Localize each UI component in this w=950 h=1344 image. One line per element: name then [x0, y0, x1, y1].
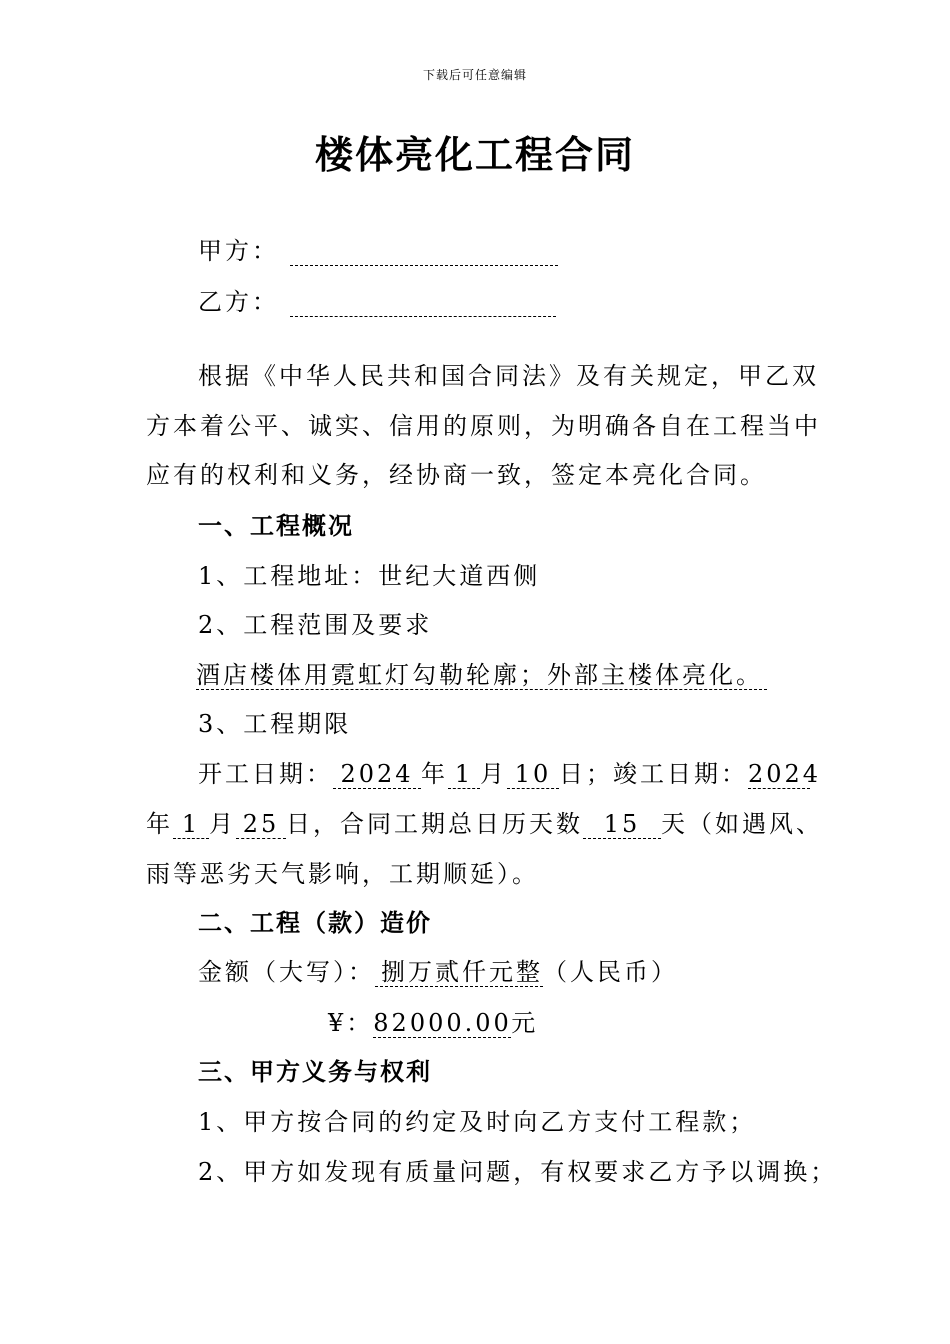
- amount-number-field[interactable]: 82000.00: [373, 1009, 512, 1037]
- party-a-label: 甲方：: [198, 237, 279, 265]
- end-month-field[interactable]: 1: [173, 810, 209, 839]
- party-a-line: [198, 235, 558, 267]
- section-3-heading: 三、甲方义务与权利: [198, 1058, 432, 1086]
- start-year-field[interactable]: 2024: [333, 760, 421, 789]
- yen-label: ¥：: [328, 1009, 374, 1037]
- start-month-field[interactable]: 1: [448, 760, 480, 789]
- month-unit: 月: [209, 810, 236, 838]
- party-b-label: 乙方：: [198, 288, 279, 316]
- party-b-blank[interactable]: [290, 288, 556, 317]
- header-note: 下载后可任意编辑: [422, 68, 527, 82]
- schedule-line-2: [146, 808, 823, 840]
- end-day-field[interactable]: 25: [236, 810, 286, 839]
- amount-number-line: [328, 1007, 538, 1039]
- start-date-label: 开工日期：: [198, 760, 333, 788]
- start-day-field[interactable]: 10: [507, 760, 559, 789]
- day-comma: 日，: [286, 810, 340, 838]
- party-a-blank[interactable]: [290, 237, 558, 266]
- schedule-line-1: [198, 758, 822, 790]
- month-unit: 月: [480, 760, 507, 788]
- section-1-heading: 一、工程概况: [198, 512, 354, 540]
- party-b-line: [198, 286, 556, 318]
- intro-line-3: 应有的权利和义务，经协商一致，签定本亮化合同。: [146, 461, 767, 489]
- weather-note: 雨等恶劣天气影响，工期顺延）。: [146, 860, 539, 888]
- year-unit: 年: [146, 810, 173, 838]
- day-separator: 日；: [559, 760, 613, 788]
- total-days-field[interactable]: 15: [583, 810, 661, 839]
- intro-line-1: 根据《中华人民共和国合同法》及有关规定，甲乙双: [198, 362, 819, 390]
- year-unit: 年: [421, 760, 448, 788]
- document-title: 楼体亮化工程合同: [314, 133, 635, 177]
- total-days-label: 合同工期总日历天数: [340, 810, 583, 838]
- project-period-heading: 3、工程期限: [198, 710, 352, 738]
- project-scope-text: 酒店楼体用霓虹灯勾勒轮廓；外部主楼体亮化。: [196, 661, 767, 690]
- yuan-unit: 元: [511, 1009, 539, 1037]
- end-date-label: 竣工日期：: [613, 760, 748, 788]
- intro-line-2: 方本着公平、诚实、信用的原则，为明确各自在工程当中: [146, 412, 821, 440]
- section-2-heading: 二、工程（款）造价: [198, 909, 432, 937]
- end-year-field[interactable]: 2024: [748, 760, 822, 788]
- amount-words-label: 金额（大写）：: [198, 958, 375, 986]
- project-address: 1、工程地址：世纪大道西侧: [198, 562, 541, 590]
- project-scope-line: [196, 659, 767, 691]
- amount-words-field[interactable]: 捌万贰仟元整: [375, 958, 543, 987]
- party-a-duty-1: 1、甲方按合同的约定及时向乙方支付工程款；: [198, 1108, 757, 1136]
- project-scope-heading: 2、工程范围及要求: [198, 611, 433, 639]
- currency-note: （人民币）: [543, 958, 678, 986]
- amount-words-line: [198, 956, 678, 988]
- days-tail: 天（如遇风、: [661, 810, 823, 838]
- party-a-duty-2: 2、甲方如发现有质量问题，有权要求乙方予以调换；: [198, 1158, 838, 1186]
